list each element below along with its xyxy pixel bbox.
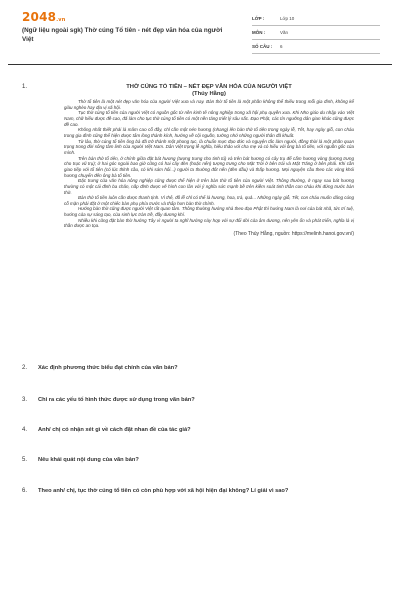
passage-title: THỜ CÚNG TỔ TIÊN – NÉT ĐẸP VĂN HÓA CỦA NGƯỜI VIỆT	[126, 84, 292, 90]
passage-paragraph: Nhiều khi cũng đặt bàn thờ hướng Tây vì người ta nghĩ hướng này hợp với sự đổi dời của âm dương, nên yên ổn và phát triển, nghĩa là vị thần được an tọa.	[64, 217, 354, 229]
question-number: 2.	[22, 365, 28, 371]
meta-value: 6	[280, 44, 283, 49]
meta-row-count	[252, 40, 380, 54]
passage-author: (Thúy Hằng)	[192, 91, 226, 97]
logo-text: 2048	[22, 10, 57, 24]
question-text: Anh/ chị có nhận xét gì về cách đặt nhan đề của tác giả?	[38, 427, 191, 433]
site-logo[interactable]	[22, 10, 66, 24]
question-text: Chỉ ra các yếu tố hình thức được sử dụng trong văn bản?	[38, 397, 195, 403]
question-number: 4.	[22, 427, 28, 433]
meta-table	[252, 12, 380, 54]
passage-paragraph: Thờ tổ tiên là một nét đẹp văn hóa của người Việt xưa và nay. Bàn thờ tổ tiên là một phần không thể thiếu trong mỗi gia đình, không kể giàu nghèo hay địa vị xã hội.	[64, 99, 354, 110]
passage-paragraph: Tục thờ cúng tổ tiên của người Việt có nguồn gốc từ nền kinh tế nông nghiệp trong xã hội phụ quyền xưa. Khi Nho giáo du nhập vào Việt Nam, chữ hiếu được đề cao, đã làm cho tục thờ cúng tổ tiên có một nền tảng triết lý sâu sắc. Đạo Phật, các tín ngưỡng dân gian khác cũng được đề cao.	[64, 110, 354, 127]
passage-paragraph: Không nhất thiết phải là mâm cao cỗ đầy, chỉ cần một nén hương (nhang) lên bàn thờ tổ tiên trong ngày lễ, Tết, hay ngày giỗ, con cháu trong gia đình cũng thể hiện được tấm lòng thành kính, hướng về cội nguồn, tưởng nhớ những người thân đã khuất.	[64, 127, 354, 138]
question-number: 6.	[22, 488, 28, 494]
meta-row-subject	[252, 26, 380, 40]
meta-label: MÔN :	[252, 30, 266, 35]
question-text: Nêu khái quát nội dung của văn bản?	[38, 457, 139, 463]
document-title: (Ngữ liệu ngoài sgk) Thờ cúng Tổ tiên - nét đẹp văn hóa của người Việt	[22, 27, 223, 43]
passage-paragraph: Từ lâu, thờ cúng tổ tiên ông bà đã trở thành một phong tục, là chuẩn mực đạo đức và nguyện tắc làm người, đồng thời là một phần quan trọng trong đời sống tâm linh của người Việt Nam. Dân Việt trọng lễ nghĩa, hiếu thảo với cha mẹ và có hiếu với ông bà tổ tiên, với nguồn gốc của mình.	[64, 138, 354, 155]
question-number: 3.	[22, 397, 28, 403]
meta-row-class	[252, 12, 380, 26]
meta-value: Văn	[280, 30, 289, 35]
passage-paragraph: Hướng bàn thờ cũng được người Việt rất quan tâm. Thông thường hướng nhà theo đạo Phật thì hướng Nam là nơi của bát nhã, tức trí tuệ, hướng của sự sáng tạo, của sinh lực tràn trề, đầy dương khí.	[64, 206, 354, 218]
question-number: 5.	[22, 457, 28, 463]
passage-paragraph: Đặc trưng của văn hóa nông nghiệp cũng được thể hiện ở trên bàn thờ tổ tiên của người Việt. Thông thường, ở ngay sau bát hương thường có một cái đỉnh ba chân, nắp đỉnh được vẽ hình con lân với ý nghĩa sức mạnh bề trên kiềm soát tinh thần con cháu khi đứng trước bàn thờ.	[64, 178, 354, 195]
question-text: Theo anh/ chị, tục thờ cúng tổ tiên có còn phù hợp với xã hội hiện đại không? Lí giải vì sao?	[38, 488, 289, 494]
logo-suffix: .vn	[56, 17, 66, 23]
passage-paragraph: Trên bàn thờ tổ tiên, ở chính giữa đặt bát hương (tượng trưng cho tinh tú) và trên bát hương có cây trụ để cắm hương vòng (tượng trưng cho trục vũ trụ); ở hai góc ngoài bao giờ cũng có hai cây đèn (hoặc nến) tượng trưng cho Mặt Trời ở bên trái và Mặt Trăng ở bên phải. Khi cần giao tiếp với tổ tiên (có lúc thỉnh cầu, có khi sám hối...) người ta thường đốt nến (đèn dầu) và thắp hương. Mọi nguyện cầu theo các vòng khói hương chuyển đến ông bà tổ tiên.	[64, 155, 354, 178]
question-text: Xác định phương thức biểu đạt chính của văn bản?	[38, 365, 178, 371]
passage-source: (Theo Thúy Hằng, nguồn: https://melinh.hanoi.gov.vn/)	[233, 231, 354, 238]
reading-passage	[64, 84, 354, 238]
passage-paragraph: Bàn thờ tổ tiên luôn cần được thanh tịnh. Vì thế, đồ lễ chỉ có thể là hương, hoa, trà, quả... Những ngày giỗ, Tết, con cháu muốn dâng cúng cỗ mặn phải đặt ở một chiếc bàn phụ phía trước và thấp hơn bàn thờ chính.	[64, 195, 354, 206]
meta-value: Lớp 10	[280, 16, 295, 21]
header-divider	[8, 64, 392, 65]
meta-label: LỚP :	[252, 16, 265, 21]
question-number: 1.	[22, 84, 28, 90]
page-header	[0, 0, 400, 60]
meta-label: SỐ CÂU :	[252, 44, 273, 49]
